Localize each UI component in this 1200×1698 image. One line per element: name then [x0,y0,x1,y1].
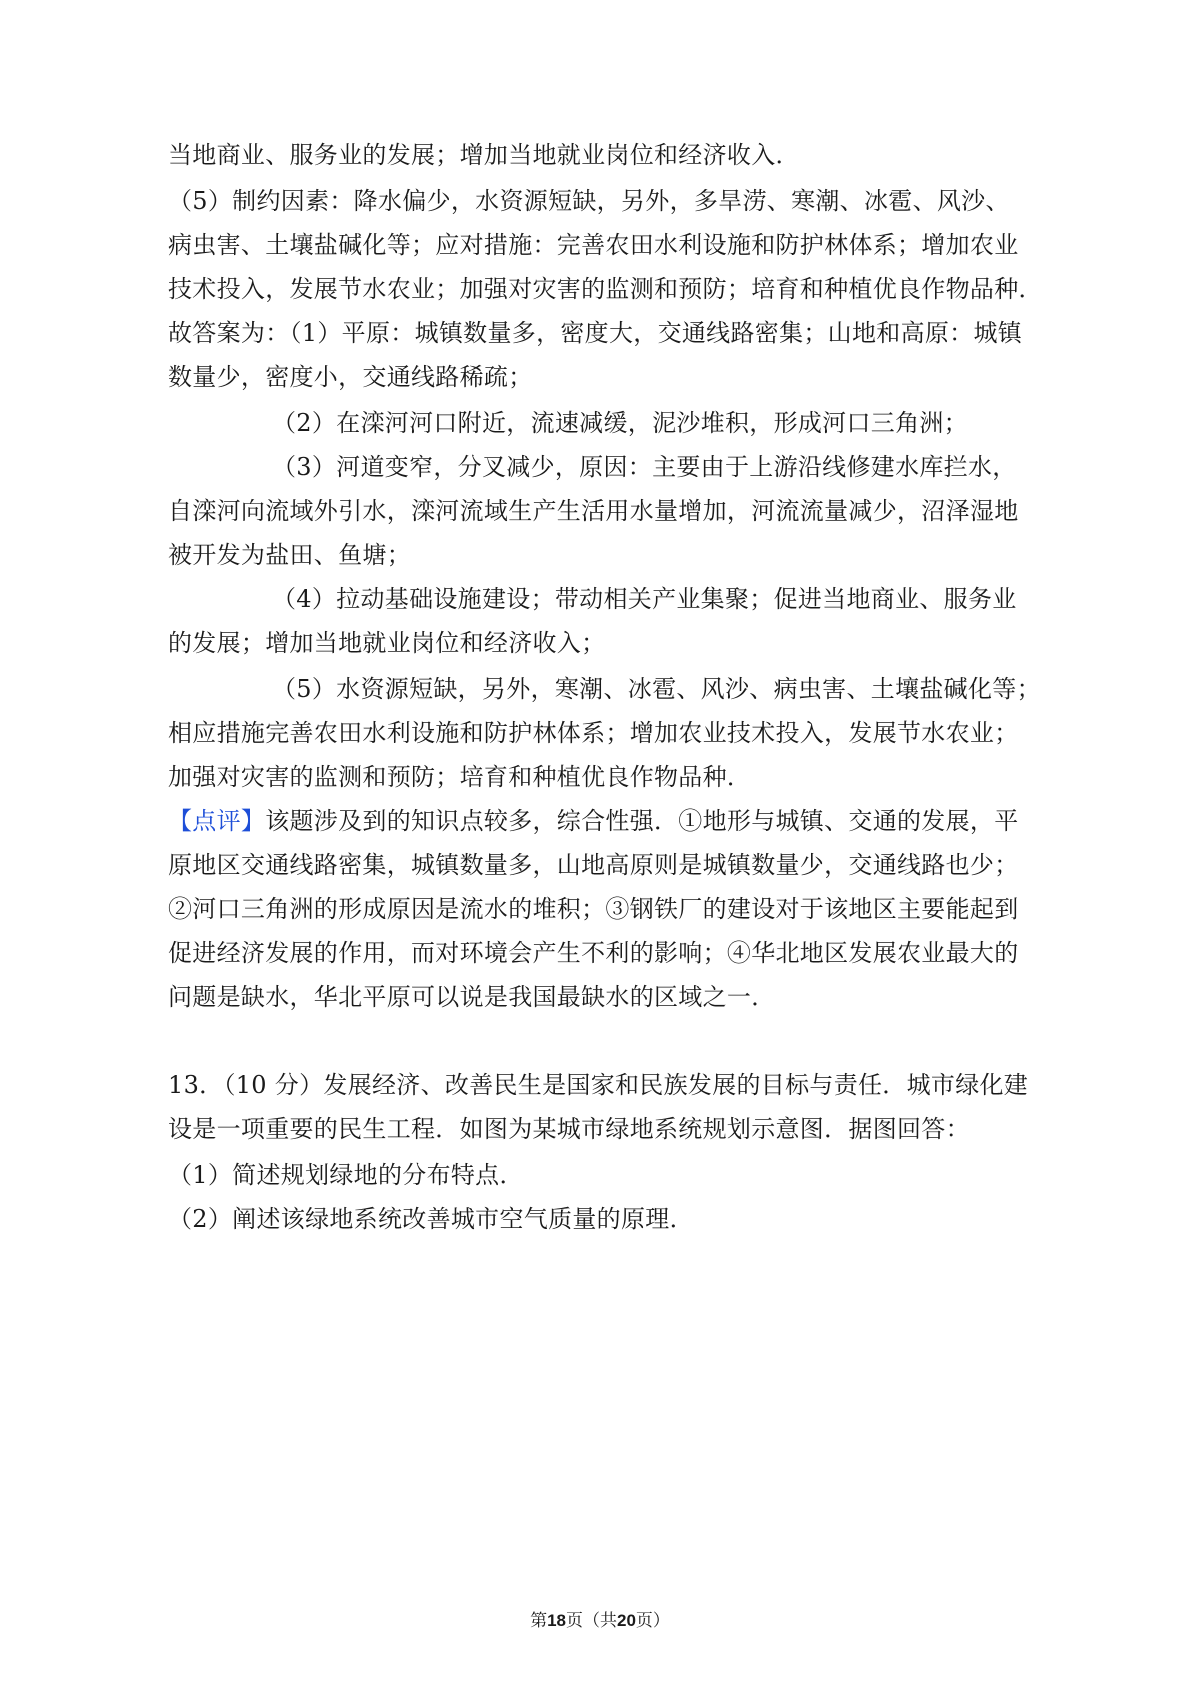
comment-line-2: 原地区交通线路密集，城镇数量多，山地高原则是城镇数量少，交通线路也少； [168,851,1019,879]
footer-page-number: 18 [547,1611,566,1630]
question-13-line-2: 设是一项重要的民生工程．如图为某城市绿地系统规划示意图．据图回答： [168,1115,970,1143]
answer-line-9: （5）水资源短缺，另外，寒潮、冰雹、风沙、病虫害、土壤盐碱化等； [272,675,1041,703]
answer-line-10: 相应措施完善农田水利设施和防护林体系；增加农业技术投入，发展节水农业； [168,719,1019,747]
analysis-line-4: 技术投入，发展节水农业；加强对灾害的监测和预防；培育和种植优良作物品种． [168,275,1043,303]
question-13-sub-2: （2）阐述该绿地系统改善城市空气质量的原理． [168,1205,694,1233]
footer-mid: 页（共 [566,1611,617,1631]
answer-line-7: （4）拉动基础设施建设；带动相关产业集聚；促进当地商业、服务业 [272,585,1017,613]
footer-post: 页） [635,1611,670,1631]
comment-line-3: ②河口三角洲的形成原因是流水的堆积；③钢铁厂的建设对于该地区主要能起到 [168,895,1019,923]
answer-line-3: （2）在滦河河口附近，流速减缓，泥沙堆积，形成河口三角洲； [272,409,968,437]
comment-line-5: 问题是缺水，华北平原可以说是我国最缺水的区域之一． [168,983,776,1011]
analysis-line-1: 当地商业、服务业的发展；增加当地就业岗位和经济收入． [168,141,800,169]
footer-pre: 第 [530,1611,548,1631]
question-13-line-1: 13．（10 分）发展经济、改善民生是国家和民族发展的目标与责任．城市绿化建 [168,1071,1029,1099]
comment-text-1: 该题涉及到的知识点较多，综合性强．①地形与城镇、交通的发展，平 [265,807,1019,835]
answer-line-11: 加强对灾害的监测和预防；培育和种植优良作物品种． [168,763,752,791]
page-footer [0,1610,1200,1632]
answer-line-2: 数量少，密度小，交通线路稀疏； [168,363,533,391]
answer-line-6: 被开发为盐田、鱼塘； [168,541,411,569]
answer-line-4: （3）河道变窄，分叉减少，原因：主要由于上游沿线修建水库拦水， [272,453,1017,481]
answer-line-8: 的发展；增加当地就业岗位和经济收入； [168,629,606,657]
comment-line-1 [168,806,1019,836]
analysis-line-2: （5）制约因素：降水偏少，水资源短缺，另外，多旱涝、寒潮、冰雹、风沙、 [168,187,1010,215]
footer-total-pages: 20 [617,1611,636,1630]
question-13-sub-1: （1）简述规划绿地的分布特点． [168,1161,524,1189]
comment-tag: 【点评】 [168,807,266,835]
analysis-line-3: 病虫害、土壤盐碱化等；应对措施：完善农田水利设施和防护林体系；增加农业 [168,231,1019,259]
comment-line-4: 促进经济发展的作用，而对环境会产生不利的影响；④华北地区发展农业最大的 [168,939,1019,967]
answer-line-5: 自滦河向流域外引水，滦河流域生产生活用水量增加，河流流量减少，沼泽湿地 [168,497,1019,525]
answer-line-1: 故答案为：（1）平原：城镇数量多，密度大，交通线路密集；山地和高原：城镇 [168,319,1023,347]
